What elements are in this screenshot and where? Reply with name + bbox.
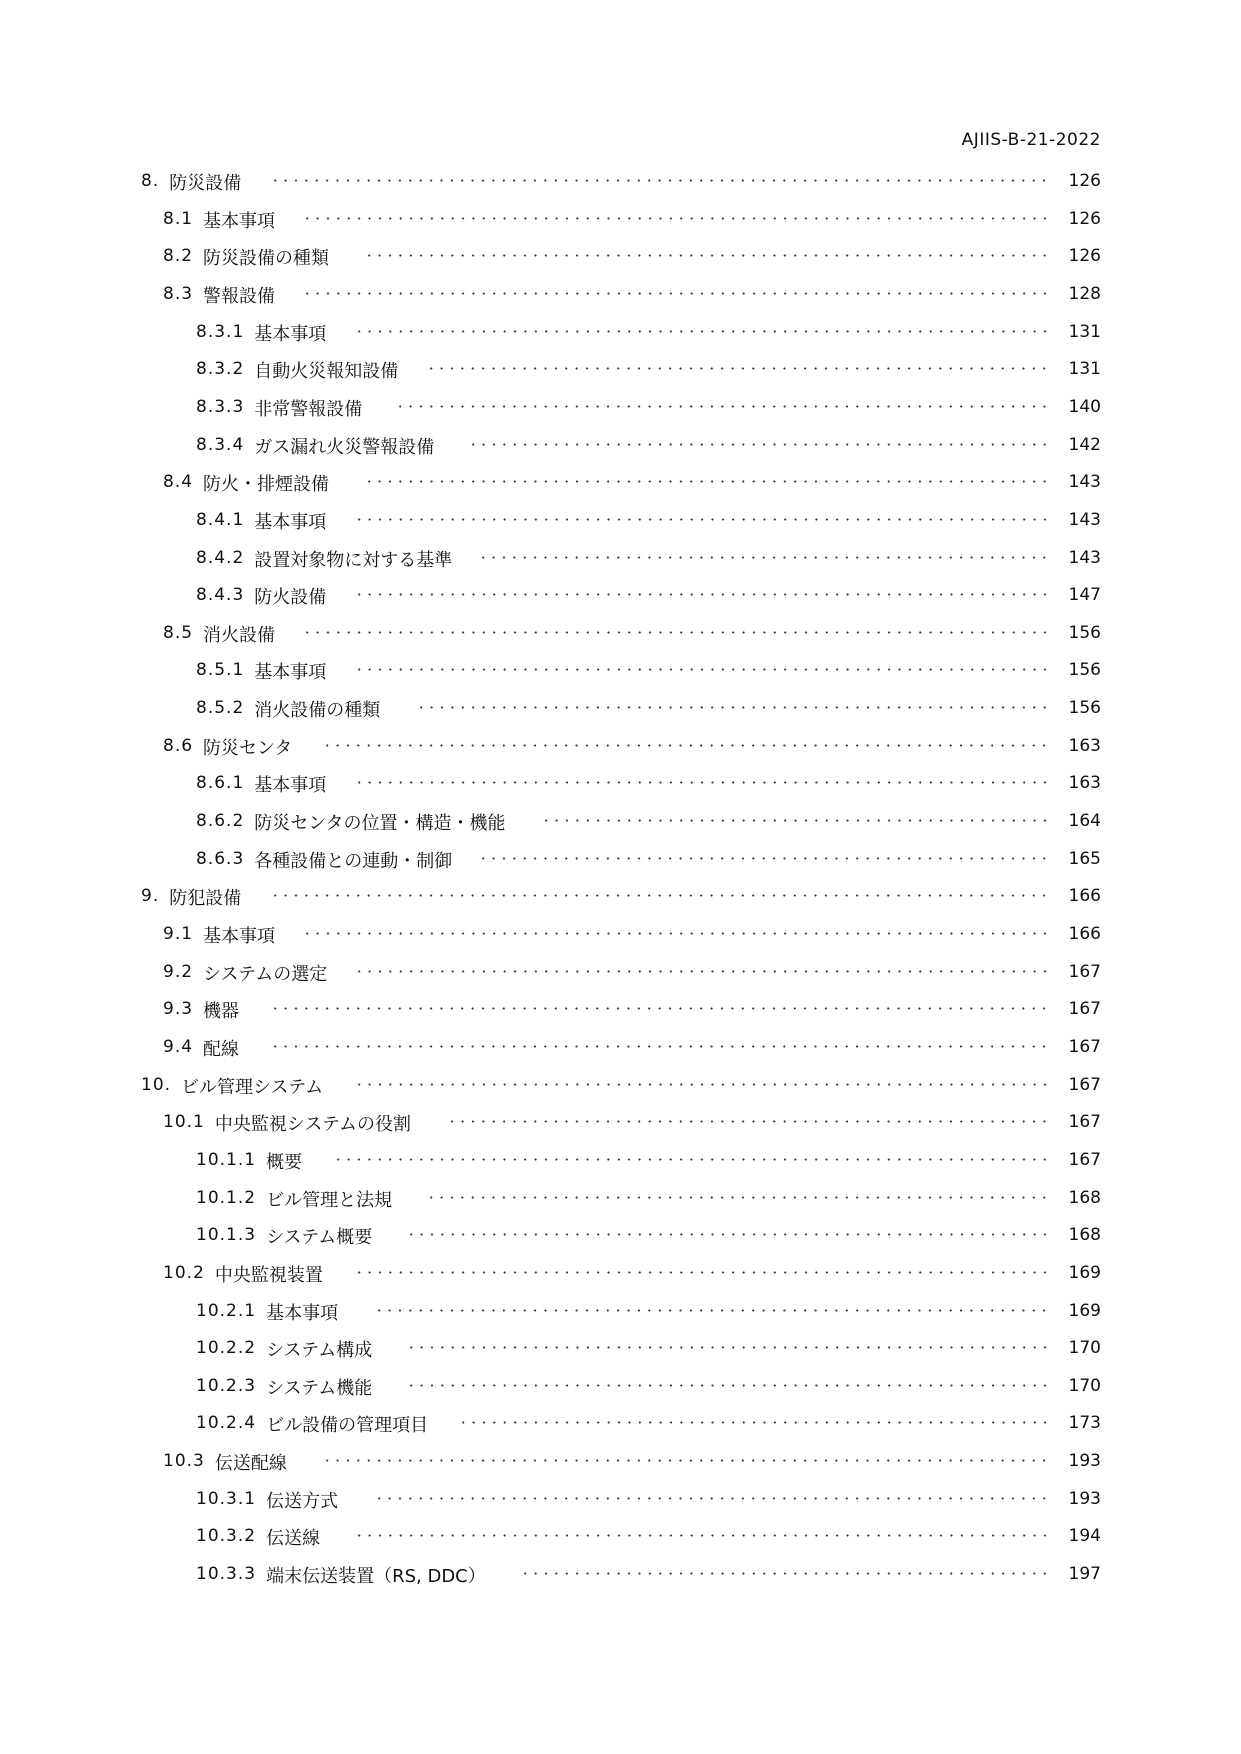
toc-entry-page: 170 xyxy=(1068,1338,1101,1359)
toc-entry-page: 169 xyxy=(1068,1262,1101,1283)
toc-entry[interactable] xyxy=(0,1522,1241,1552)
toc-entry-number: 10.1.2 xyxy=(196,1187,257,1208)
toc-entry-title: 警報設備 xyxy=(203,285,276,307)
toc-leader-dots xyxy=(354,668,1051,671)
toc-leader-dots xyxy=(426,1196,1051,1199)
toc-entry-title: 端末伝送装置（RS, DDC） xyxy=(266,1566,486,1588)
toc-leader-dots xyxy=(270,894,1051,897)
toc-entry-page: 140 xyxy=(1068,396,1101,417)
toc-entry-title: ビル管理システム xyxy=(181,1076,324,1098)
toc-entry[interactable] xyxy=(0,958,1241,988)
toc-entry-number: 8.3.1 xyxy=(196,321,245,342)
toc-entry-number: 10.2.4 xyxy=(196,1413,257,1434)
toc-entry-title: 消火設備の種類 xyxy=(254,700,381,722)
toc-entry-title: 非常警報設備 xyxy=(254,398,363,420)
toc-entry-title: 防災センタ xyxy=(203,737,293,759)
toc-entry-number: 8.4.3 xyxy=(196,585,245,606)
toc-entry-title: システムの選定 xyxy=(203,963,328,985)
toc-leader-dots xyxy=(302,292,1051,295)
toc-entry-title: 防災センタの位置・構造・機能 xyxy=(254,813,506,835)
toc-leader-dots xyxy=(478,857,1051,860)
toc-entry-number: 10.1.3 xyxy=(196,1225,257,1246)
toc-entry-page: 165 xyxy=(1068,848,1101,869)
toc-leader-dots xyxy=(322,1459,1051,1462)
toc-entry-number: 8.3.4 xyxy=(196,434,245,455)
document-code: AJIIS-B-21-2022 xyxy=(961,130,1101,150)
toc-entry[interactable] xyxy=(0,581,1241,611)
toc-entry[interactable] xyxy=(0,882,1241,912)
toc-leader-dots xyxy=(270,1045,1051,1048)
toc-entry-title: 基本事項 xyxy=(266,1302,339,1324)
toc-entry-page: 167 xyxy=(1068,1149,1101,1170)
toc-entry-page: 170 xyxy=(1068,1375,1101,1396)
toc-entry[interactable] xyxy=(0,1409,1241,1439)
toc-entry[interactable] xyxy=(0,1146,1241,1176)
toc-entry-title: 防災設備 xyxy=(169,173,242,194)
toc-leader-dots xyxy=(354,593,1051,596)
toc-entry-title: システム機能 xyxy=(266,1377,373,1399)
toc-entry-page: 156 xyxy=(1068,660,1101,681)
toc-leader-dots xyxy=(458,1421,1051,1424)
toc-entry[interactable] xyxy=(0,280,1241,310)
toc-entry-title: 伝送方式 xyxy=(266,1490,339,1512)
toc-entry[interactable] xyxy=(0,1560,1241,1590)
toc-entry-number: 10.2.3 xyxy=(196,1375,257,1396)
toc-entry-page: 166 xyxy=(1068,886,1101,907)
toc-entry-title: 設置対象物に対する基準 xyxy=(254,549,453,571)
toc-entry-title: 基本事項 xyxy=(254,323,327,345)
toc-entry-number: 9.2 xyxy=(163,961,194,982)
toc-entry-title: 基本事項 xyxy=(254,662,327,684)
toc-leader-dots xyxy=(364,480,1051,483)
toc-leader-dots xyxy=(302,932,1051,935)
toc-entry-page: 126 xyxy=(1068,208,1101,229)
toc-entry-number: 8.4 xyxy=(163,472,194,493)
toc-entry-title: 防犯設備 xyxy=(169,888,242,910)
toc-leader-dots xyxy=(354,970,1051,973)
toc-entry-title: 自動火災報知設備 xyxy=(254,361,399,383)
toc-leader-dots xyxy=(270,179,1051,182)
toc-entry[interactable] xyxy=(0,1221,1241,1251)
toc-leader-dots xyxy=(333,1158,1051,1161)
toc-entry[interactable] xyxy=(0,732,1241,762)
toc-entry-page: 128 xyxy=(1068,283,1101,304)
toc-entry-number: 9. xyxy=(141,886,160,907)
toc-entry-page: 168 xyxy=(1068,1225,1101,1246)
toc-entry-number: 8.2 xyxy=(163,246,194,267)
toc-entry-number: 10.3 xyxy=(163,1451,205,1472)
toc-leader-dots xyxy=(374,1497,1051,1500)
toc-entry[interactable] xyxy=(0,995,1241,1025)
toc-leader-dots xyxy=(374,1309,1051,1312)
toc-entry[interactable] xyxy=(0,1184,1241,1214)
toc-entry-number: 10.2 xyxy=(163,1262,205,1283)
toc-entry-title: 伝送配線 xyxy=(214,1453,287,1475)
toc-entry-page: 193 xyxy=(1068,1488,1101,1509)
toc-entry-page: 163 xyxy=(1068,773,1101,794)
toc-entry-title: 基本事項 xyxy=(203,926,276,947)
toc-entry-number: 8.4.2 xyxy=(196,547,245,568)
toc-entry-number: 8.5.1 xyxy=(196,660,245,681)
toc-entry[interactable] xyxy=(0,1297,1241,1327)
toc-entry-number: 10.3.2 xyxy=(196,1526,257,1547)
toc-leader-dots xyxy=(354,1083,1051,1086)
toc-entry[interactable] xyxy=(0,1071,1241,1101)
toc-entry[interactable] xyxy=(0,769,1241,799)
toc-entry[interactable] xyxy=(0,807,1241,837)
toc-entry[interactable] xyxy=(0,656,1241,686)
toc-entry-number: 10.3.3 xyxy=(196,1564,257,1585)
toc-entry-title: システム概要 xyxy=(266,1227,373,1249)
toc-entry-number: 8.3 xyxy=(163,283,194,304)
toc-leader-dots xyxy=(406,1346,1051,1349)
toc-entry[interactable] xyxy=(0,167,1241,197)
toc-entry-title: 配線 xyxy=(203,1038,240,1060)
toc-entry-number: 8.6 xyxy=(163,735,194,756)
toc-entry-page: 167 xyxy=(1068,1036,1101,1057)
toc-entry-title: 防災設備の種類 xyxy=(203,248,330,270)
toc-leader-dots xyxy=(302,631,1051,634)
toc-entry-page: 168 xyxy=(1068,1187,1101,1208)
toc-leader-dots xyxy=(406,1384,1051,1387)
toc-entry[interactable] xyxy=(0,506,1241,536)
toc-entry-number: 10.1 xyxy=(163,1112,205,1133)
toc-entry-page: 126 xyxy=(1068,171,1101,191)
toc-entry[interactable] xyxy=(0,920,1241,950)
toc-entry-page: 143 xyxy=(1068,509,1101,530)
toc-entry-page: 131 xyxy=(1068,321,1101,342)
toc-entry-title: 基本事項 xyxy=(254,511,327,533)
toc-entry-page: 131 xyxy=(1068,359,1101,380)
toc-entry-page: 167 xyxy=(1068,1112,1101,1133)
toc-entry[interactable] xyxy=(0,845,1241,875)
toc-leader-dots xyxy=(302,217,1051,220)
toc-entry-title: 機器 xyxy=(203,1001,240,1023)
toc-entry-number: 8. xyxy=(141,171,160,191)
toc-entry-number: 9.3 xyxy=(163,999,194,1020)
toc-entry[interactable] xyxy=(0,1259,1241,1289)
toc-entry-page: 166 xyxy=(1068,924,1101,944)
toc-entry-title: 基本事項 xyxy=(254,775,327,797)
toc-entry-title: 概要 xyxy=(266,1151,303,1173)
toc-entry-page: 142 xyxy=(1068,434,1101,455)
toc-leader-dots xyxy=(426,367,1051,370)
toc-entry[interactable] xyxy=(0,393,1241,423)
toc-entry-page: 156 xyxy=(1068,622,1101,643)
toc-entry[interactable] xyxy=(0,1485,1241,1515)
toc-entry-page: 193 xyxy=(1068,1451,1101,1472)
toc-leader-dots xyxy=(406,1233,1051,1236)
toc-entry[interactable] xyxy=(0,1372,1241,1402)
toc-entry-number: 10. xyxy=(141,1074,172,1095)
toc-entry-title: システム構成 xyxy=(266,1340,373,1362)
toc-entry[interactable] xyxy=(0,544,1241,574)
toc-entry-page: 156 xyxy=(1068,698,1101,719)
toc-leader-dots xyxy=(395,405,1051,408)
toc-entry-number: 10.3.1 xyxy=(196,1488,257,1509)
toc-leader-dots xyxy=(478,556,1051,559)
toc-entry-title: ビル設備の管理項目 xyxy=(266,1415,429,1437)
toc-entry-page: 167 xyxy=(1068,999,1101,1020)
toc-entry-number: 8.6.2 xyxy=(196,811,245,832)
toc-leader-dots xyxy=(354,781,1051,784)
toc-entry-title: 各種設備との連動・制御 xyxy=(254,850,453,872)
toc-entry-page: 147 xyxy=(1068,585,1101,606)
toc-entry[interactable] xyxy=(0,1447,1241,1477)
toc-entry-title: 消火設備 xyxy=(203,624,276,646)
toc-entry[interactable] xyxy=(0,1334,1241,1364)
toc-leader-dots xyxy=(354,330,1051,333)
toc-entry-number: 9.1 xyxy=(163,924,194,944)
toc-entry[interactable] xyxy=(0,468,1241,498)
toc-entry[interactable] xyxy=(0,205,1241,235)
toc-entry-title: ガス漏れ火災警報設備 xyxy=(254,436,435,458)
toc-entry-title: 防火・排煙設備 xyxy=(203,474,330,496)
toc-entry[interactable] xyxy=(0,431,1241,461)
toc-entry[interactable] xyxy=(0,355,1241,385)
toc-entry-number: 8.6.1 xyxy=(196,773,245,794)
toc-entry[interactable] xyxy=(0,242,1241,272)
toc-entry-page: 194 xyxy=(1068,1526,1101,1547)
toc-entry-number: 9.4 xyxy=(163,1036,194,1057)
toc-entry-page: 126 xyxy=(1068,246,1101,267)
toc-entry-title: 中央監視システムの役割 xyxy=(214,1114,412,1136)
toc-entry-page: 167 xyxy=(1068,961,1101,982)
toc-entry-page: 143 xyxy=(1068,472,1101,493)
toc-entry-number: 8.6.3 xyxy=(196,848,245,869)
toc-entry-page: 173 xyxy=(1068,1413,1101,1434)
toc-leader-dots xyxy=(364,254,1051,257)
toc-leader-dots xyxy=(520,1572,1051,1575)
toc-entry-number: 8.3.3 xyxy=(196,396,245,417)
toc-entry[interactable] xyxy=(0,318,1241,348)
toc-entry-title: 中央監視装置 xyxy=(214,1264,323,1286)
toc-entry-title: 伝送線 xyxy=(266,1528,321,1550)
toc-entry-title: 防火設備 xyxy=(254,587,327,609)
toc-entry[interactable] xyxy=(0,1033,1241,1063)
toc-entry-number: 10.2.1 xyxy=(196,1300,257,1321)
toc-leader-dots xyxy=(468,443,1051,446)
toc-entry-title: ビル管理と法規 xyxy=(266,1189,393,1211)
toc-entry-number: 8.5.2 xyxy=(196,698,245,719)
toc-leader-dots xyxy=(354,1271,1051,1274)
toc-entry[interactable] xyxy=(0,619,1241,649)
toc-entry-page: 167 xyxy=(1068,1074,1101,1095)
toc-leader-dots xyxy=(322,744,1051,747)
toc-leader-dots xyxy=(354,518,1051,521)
toc-entry[interactable] xyxy=(0,1108,1241,1138)
toc-entry-page: 163 xyxy=(1068,735,1101,756)
toc-entry[interactable] xyxy=(0,694,1241,724)
toc-entry-number: 10.1.1 xyxy=(196,1149,257,1170)
toc-leader-dots xyxy=(270,1007,1051,1010)
toc-entry-page: 164 xyxy=(1068,811,1101,832)
toc-entry-page: 143 xyxy=(1068,547,1101,568)
toc-leader-dots xyxy=(447,1120,1051,1123)
toc-entry-page: 197 xyxy=(1068,1564,1101,1585)
toc-entry-number: 8.1 xyxy=(163,208,194,229)
toc-entry-title: 基本事項 xyxy=(203,210,276,232)
toc-entry-number: 10.2.2 xyxy=(196,1338,257,1359)
toc-entry-page: 169 xyxy=(1068,1300,1101,1321)
toc-leader-dots xyxy=(416,706,1051,709)
toc-entry-number: 8.4.1 xyxy=(196,509,245,530)
toc-leader-dots xyxy=(354,1534,1051,1537)
toc-entry-number: 8.3.2 xyxy=(196,359,245,380)
toc-entry-number: 8.5 xyxy=(163,622,194,643)
toc-leader-dots xyxy=(541,819,1051,822)
